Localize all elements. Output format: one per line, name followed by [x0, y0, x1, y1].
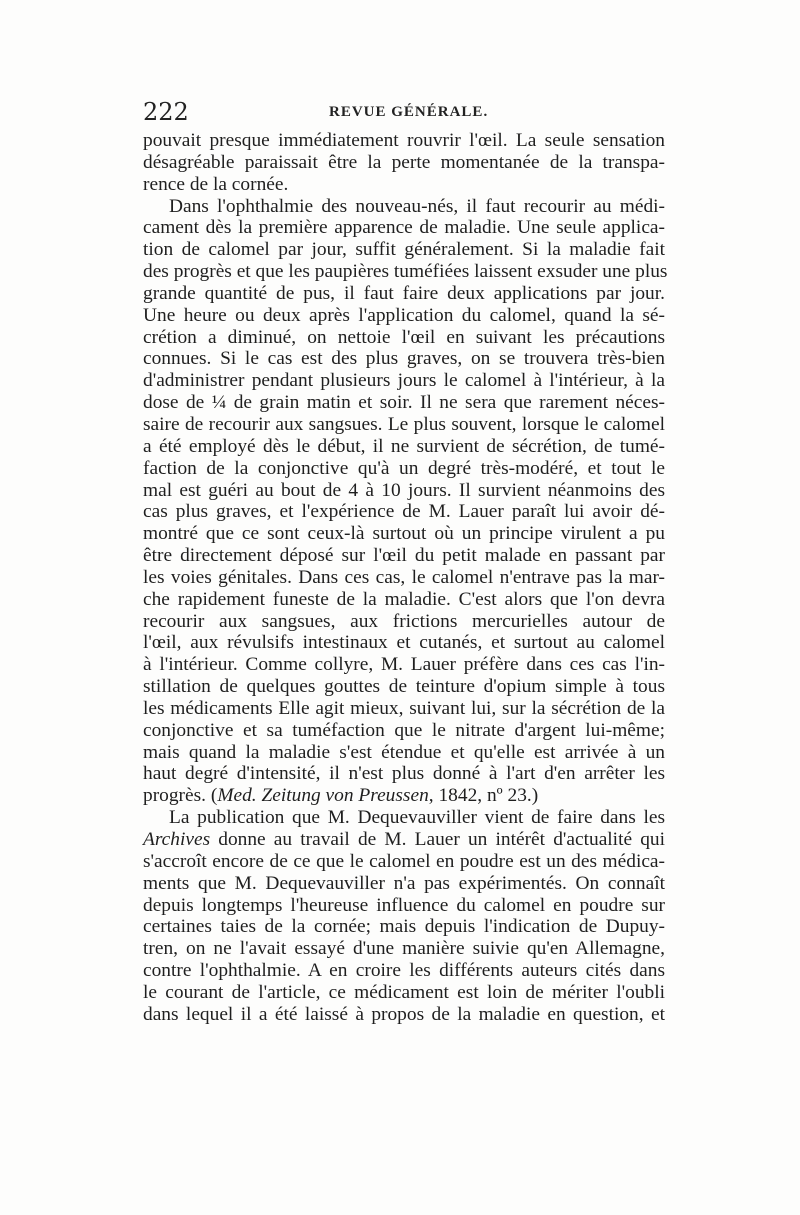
text-line: [143, 829, 665, 851]
page-header: [143, 98, 663, 132]
body-text: [143, 130, 668, 1026]
text-line: l'œil, aux révulsifs intestinaux et cutanés, et surtout au calomel: [143, 632, 665, 654]
text-line: d'administrer pendant plusieurs jours le calomel à l'intérieur, à la: [143, 370, 665, 392]
text-line: des progrès et que les paupières tuméfiées laissent exsuder une plus: [143, 261, 668, 283]
text-line: certaines taies de la cornée; mais depuis l'indication de Dupuy-: [143, 916, 665, 938]
text-line: dose de ¼ de grain matin et soir. Il ne sera que rarement néces-: [143, 392, 665, 414]
text-line: faction de la conjonctive qu'à un degré très-modéré, et tout le: [143, 457, 665, 479]
text-line: dans lequel il a été laissé à propos de la maladie en question, et: [143, 1003, 665, 1025]
text-line: Dans l'ophthalmie des nouveau-nés, il faut recourir au médi-: [169, 195, 665, 217]
text-line: montré que ce sont ceux-là surtout où un principe virulent a pu: [143, 523, 665, 545]
text-line: mal est guéri au bout de 4 à 10 jours. Il survient néanmoins des: [143, 479, 665, 501]
text-fragment: donne au travail de M. Lauer un intérêt d'actualité qui: [210, 829, 665, 850]
text-line: être directement déposé sur l'œil du petit malade en passant par: [143, 545, 665, 567]
text-line: s'accroît encore de ce que le calomel en poudre est un des médica-: [143, 850, 665, 872]
text-line: cament dès la première apparence de maladie. Une seule applica-: [143, 217, 665, 239]
text-line: désagréable paraissait être la perte momentanée de la transpa-: [143, 151, 665, 173]
text-line: recourir aux sangsues, aux frictions mercurielles autour de: [143, 610, 665, 632]
text-line: les médicaments Elle agit mieux, suivant lui, sur la sécrétion de la: [143, 697, 665, 719]
citation-line: [143, 785, 665, 807]
text-line: tren, on ne l'avait essayé d'une manière suivie qu'en Allemagne,: [143, 938, 665, 960]
text-line: ments que M. Dequevauviller n'a pas expérimentés. On connaît: [143, 872, 665, 894]
text-line: mais quand la maladie s'est étendue et qu'elle est arrivée à un: [143, 741, 665, 763]
text-line: conjonctive et sa tuméfaction que le nitrate d'argent lui-même;: [143, 719, 665, 741]
text-line: cas plus graves, et l'expérience de M. Lauer paraît lui avoir dé-: [143, 501, 665, 523]
text-line: le courant de l'article, ce médicament est loin de mériter l'oubli: [143, 981, 665, 1003]
citation-prefix: progrès. (: [143, 785, 218, 807]
journal-title: Archives: [143, 829, 211, 850]
text-line: saire de recourir aux sangsues. Le plus souvent, lorsque le calomel: [143, 413, 665, 435]
text-line: pouvait presque immédiatement rouvrir l'œil. La seule sensation: [143, 130, 665, 151]
text-line: contre l'ophthalmie. A en croire les différents auteurs cités dans: [143, 960, 665, 982]
text-line: stillation de quelques gouttes de teinture d'opium simple à tous: [143, 676, 665, 698]
text-line: La publication que M. Dequevauviller vient de faire dans les: [169, 807, 665, 829]
citation-suffix: , 1842, nº 23.): [428, 785, 539, 807]
text-line: haut degré d'intensité, il n'est plus donné à l'art d'en arrêter les: [143, 763, 665, 785]
text-line: à l'intérieur. Comme collyre, M. Lauer préfère dans ces cas l'in-: [143, 654, 665, 676]
running-head: REVUE GÉNÉRALE.: [329, 104, 489, 120]
text-line: grande quantité de pus, il faut faire deux applications par jour.: [143, 282, 665, 304]
text-line: rence de la cornée.: [143, 173, 289, 195]
text-line: depuis longtemps l'heureuse influence du calomel en poudre sur: [143, 894, 665, 916]
text-line: crétion a diminué, on nettoie l'œil en suivant les précautions: [143, 326, 665, 348]
text-line: tion de calomel par jour, suffit généralement. Si la maladie fait: [143, 239, 665, 261]
page-number: 222: [143, 98, 189, 126]
text-line: Une heure ou deux après l'application du calomel, quand la sé-: [143, 304, 665, 326]
text-line: che rapidement funeste de la maladie. C'est alors que l'on devra: [143, 588, 665, 610]
text-line: connues. Si le cas est des plus graves, on se trouvera très-bien: [143, 348, 665, 370]
text-line: les voies génitales. Dans ces cas, le calomel n'entrave pas la mar-: [143, 566, 665, 588]
text-line: a été employé dès le début, il ne survient de sécrétion, de tumé-: [143, 435, 665, 457]
citation-source: Med. Zeitung von Preussen: [217, 785, 429, 807]
